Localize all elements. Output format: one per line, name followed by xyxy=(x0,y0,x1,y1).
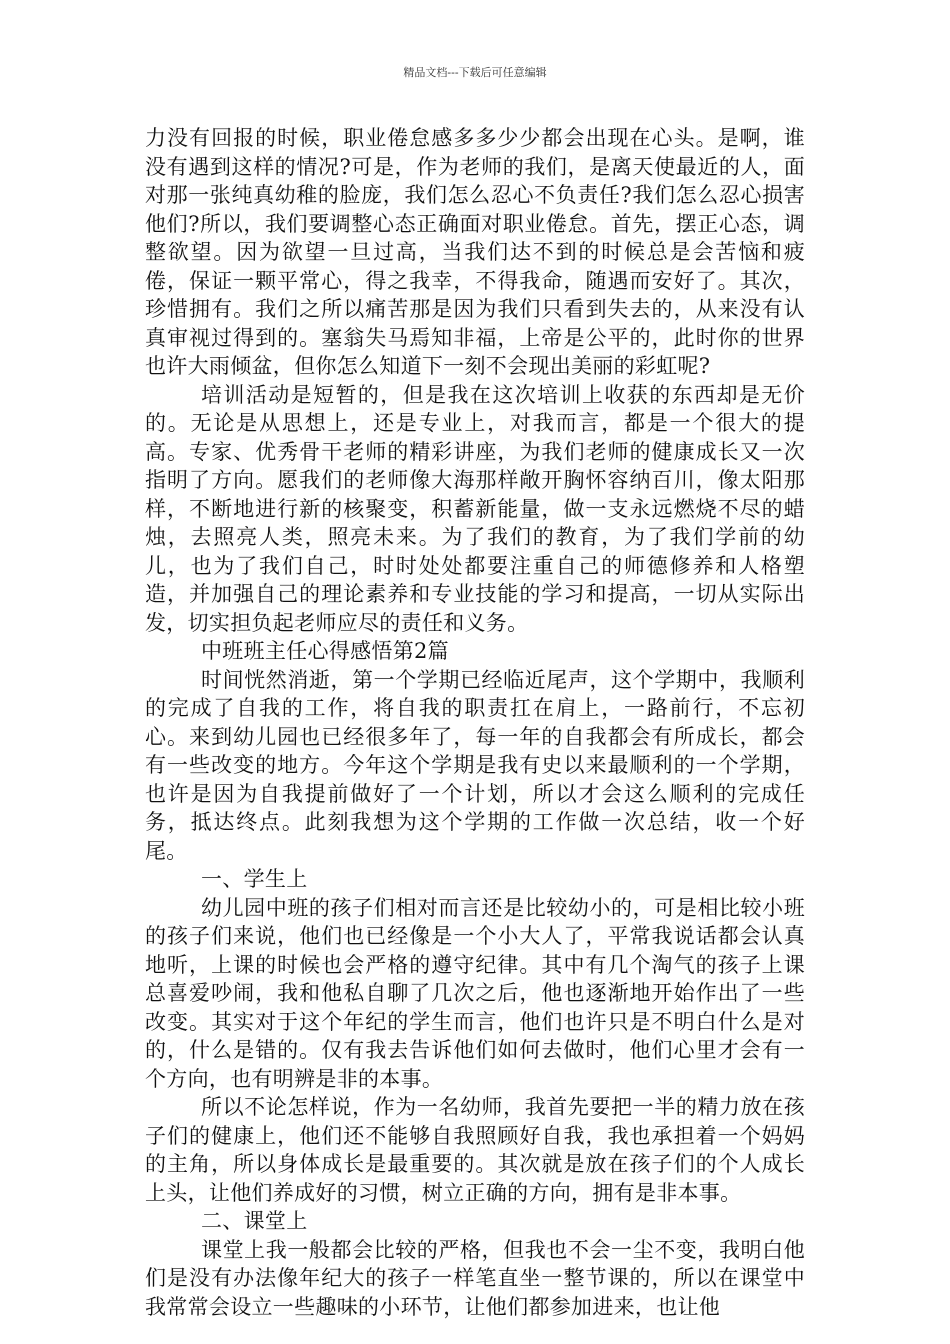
paragraph: 力没有回报的时候，职业倦怠感多多少少都会出现在心头。是啊，谁没有遇到这样的情况?可是，作为老师的我们，是离天使最近的人，面对那一张纯真幼稚的脸庞，我们怎么忍心不负责任?我们怎么忍心损害他们?所以，我们要调整心态正确面对职业倦怠。首先，摆正心态，调整欲望。因为欲望一旦过高，当我们达不到的时候总是会苦恼和疲倦，保证一颗平常心，得之我幸，不得我命，随遇而安好了。其次，珍惜拥有。我们之所以痛苦那是因为我们只看到失去的，从来没有认真审视过得到的。塞翁失马焉知非福，上帝是公平的，此时你的世界也许大雨倾盆，但你怎么知道下一刻不会现出美丽的彩虹呢? xyxy=(145,126,805,378)
paragraph: 时间恍然消逝，第一个学期已经临近尾声，这个学期中，我顺利的完成了自我的工作，将自我的职责扛在肩上，一路前行，不忘初心。来到幼儿园也已经很多年了，每一年的自我都会有所成长，都会有一些改变的地方。今年这个学期是我有史以来最顺利的一个学期，也许是因为自我提前做好了一个计划，所以才会这么顺利的完成任务，抵达终点。此刻我想为这个学期的工作做一次总结，收一个好尾。 xyxy=(145,667,805,863)
paragraph: 幼儿园中班的孩子们相对而言还是比较幼小的，可是相比较小班的孩子们来说，他们也已经像是一个小大人了，平常我说话都会认真地听，上课的时候也会严格的遵守纪律。其中有几个淘气的孩子上课总喜爱吵闹，我和他私自聊了几次之后，他也逐渐地开始作出了一些改变。其实对于这个年纪的学生而言，他们也许只是不明白什么是对的，什么是错的。仅有我去告诉他们如何去做时，他们心里才会有一个方向，也有明辨是非的本事。 xyxy=(145,895,805,1091)
section-title: 中班班主任心得感悟第2篇 xyxy=(201,639,449,663)
page-header: 精品文档---下载后可任意编辑 xyxy=(403,66,547,79)
paragraph: 培训活动是短暂的，但是我在这次培训上收获的东西却是无价的。无论是从思想上，还是专业上，对我而言，都是一个很大的提高。专家、优秀骨干老师的精彩讲座，为我们老师的健康成长又一次指明了方向。愿我们的老师像大海那样敞开胸怀容纳百川，像太阳那样，不断地进行新的核聚变，积蓄新能量，做一支永远燃烧不尽的蜡烛，去照亮人类，照亮未来。为了我们的教育，为了我们学前的幼儿，也为了我们自己，时时处处都要注重自己的师德修养和人格塑造，并加强自己的理论素养和专业技能的学习和提高，一切从实际出发，切实担负起老师应尽的责任和义务。 xyxy=(145,382,805,635)
paragraph: 课堂上我一般都会比较的严格，但我也不会一尘不变，我明白他们是没有办法像年纪大的孩子一样笔直坐一整节课的，所以在课堂中我常常会设立一些趣味的小环节，让他们都参加进来，也让他 xyxy=(145,1237,805,1319)
document-body xyxy=(145,124,805,1321)
subheading: 一、学生上 xyxy=(201,867,308,891)
subheading: 二、课堂上 xyxy=(201,1209,308,1233)
paragraph: 所以不论怎样说，作为一名幼师，我首先要把一半的精力放在孩子们的健康上，他们还不能够自我照顾好自我，我也承担着一个妈妈的主角，所以身体成长是最重要的。其次就是放在孩子们的个人成长上头，让他们养成好的习惯，树立正确的方向，拥有是非本事。 xyxy=(145,1095,805,1205)
